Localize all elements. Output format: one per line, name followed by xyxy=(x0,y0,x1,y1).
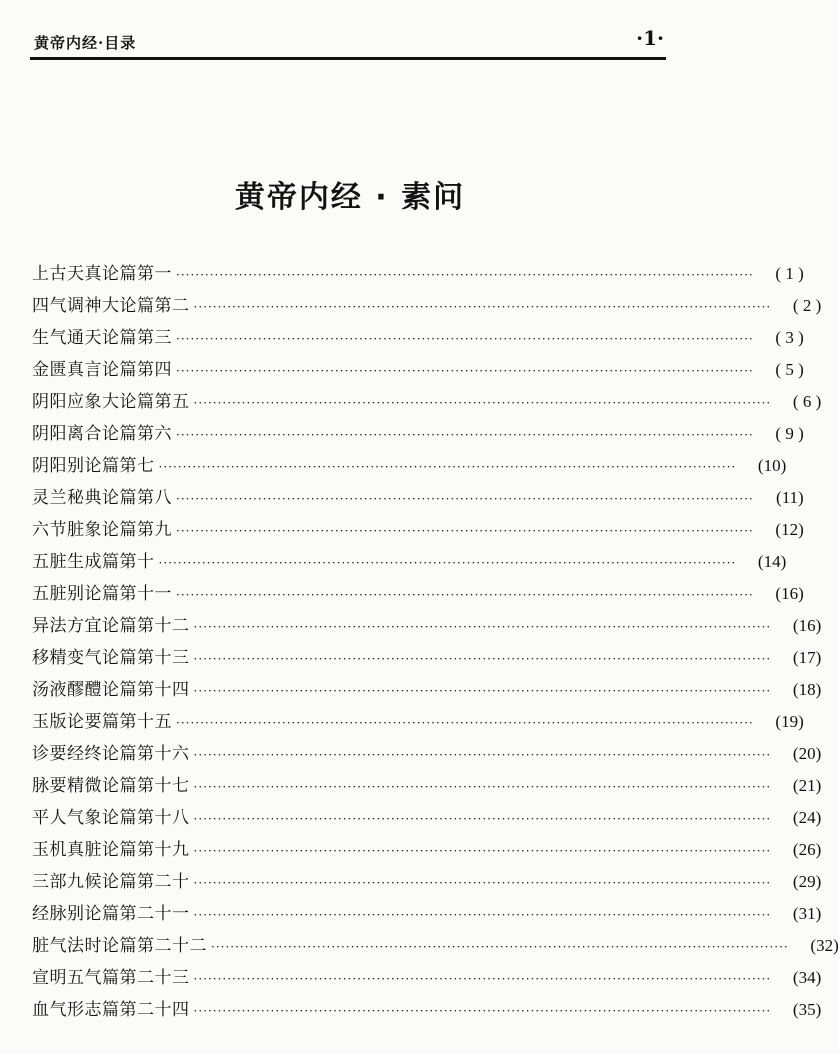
toc-entry xyxy=(32,802,822,834)
toc-entry xyxy=(32,482,804,514)
toc-entry-page: (32) xyxy=(810,936,839,955)
dot-leader: ························································································································ xyxy=(176,716,754,730)
toc-entry-page: (11) xyxy=(776,488,804,507)
toc-entry-title: 脏气法时论篇第二十二 xyxy=(32,936,207,956)
toc-entry-title: 宣明五气篇第二十三 xyxy=(32,968,190,988)
dot-leader: ························································································································ xyxy=(193,812,772,826)
dot-leader: ························································································································ xyxy=(176,268,754,282)
toc-entry-title: 诊要经终论篇第十六 xyxy=(32,744,190,764)
toc-entry xyxy=(32,674,822,706)
toc-entry-title: 三部九候论篇第二十 xyxy=(32,872,190,892)
dot-leader: ························································································································ xyxy=(193,748,772,762)
toc-entry-title: 经脉别论篇第二十一 xyxy=(32,904,190,924)
toc-entry-title: 脉要精微论篇第十七 xyxy=(32,776,190,796)
toc-entry-title: 五脏生成篇第十 xyxy=(32,552,155,572)
dot-leader: ························································································································ xyxy=(158,556,737,570)
toc-entry-title: 灵兰秘典论篇第八 xyxy=(32,488,172,508)
dot-leader: ························································································································ xyxy=(176,332,754,346)
toc-entry-title: 阴阳离合论篇第六 xyxy=(32,424,172,444)
toc-entry xyxy=(32,258,804,290)
dot-leader: ························································································································ xyxy=(176,428,754,442)
table-of-contents xyxy=(32,258,839,1026)
toc-entry-page: ( 5 ) xyxy=(775,360,804,379)
toc-entry-page: (19) xyxy=(775,712,804,731)
toc-entry-page: (21) xyxy=(792,776,822,795)
toc-entry xyxy=(32,578,804,610)
toc-entry-title: 阴阳别论篇第七 xyxy=(32,456,155,476)
toc-entry-title: 移精变气论篇第十三 xyxy=(32,648,190,668)
toc-entry-title: 异法方宜论篇第十二 xyxy=(32,616,190,636)
running-header xyxy=(34,26,664,56)
toc-entry-page: ( 1 ) xyxy=(775,264,804,283)
toc-entry xyxy=(32,738,822,770)
dot-leader: ························································································································ xyxy=(211,940,789,954)
toc-entry xyxy=(32,610,822,642)
dot-leader: ························································································································ xyxy=(176,364,754,378)
toc-entry-title: 玉机真脏论篇第十九 xyxy=(32,840,190,860)
toc-entry-page: (18) xyxy=(792,680,822,699)
toc-entry xyxy=(32,546,787,578)
toc-entry-page: (31) xyxy=(792,904,822,923)
toc-entry-title: 玉版论要篇第十五 xyxy=(32,712,172,732)
dot-leader: ························································································································ xyxy=(193,620,772,634)
dot-leader: ························································································································ xyxy=(193,684,772,698)
toc-entry xyxy=(32,866,822,898)
toc-entry xyxy=(32,962,822,994)
toc-entry-page: ( 6 ) xyxy=(792,392,822,411)
dot-leader: ························································································································ xyxy=(193,396,772,410)
toc-entry-page: (35) xyxy=(792,1000,822,1019)
toc-entry-title: 汤液醪醴论篇第十四 xyxy=(32,680,190,700)
dot-leader: ························································································································ xyxy=(193,300,772,314)
toc-entry-title: 金匮真言论篇第四 xyxy=(32,360,172,380)
toc-entry xyxy=(32,898,822,930)
toc-entry-page: ( 2 ) xyxy=(792,296,822,315)
toc-entry xyxy=(32,322,804,354)
toc-entry-page: (12) xyxy=(775,520,804,539)
toc-entry-page: (26) xyxy=(792,840,822,859)
toc-entry-page: (16) xyxy=(775,584,804,603)
toc-entry-page: (24) xyxy=(792,808,822,827)
toc-entry xyxy=(32,834,822,866)
toc-entry xyxy=(32,770,822,802)
dot-leader: ························································································································ xyxy=(158,460,737,474)
toc-entry-title: 六节脏象论篇第九 xyxy=(32,520,172,540)
toc-entry xyxy=(32,706,804,738)
toc-entry-page: ( 3 ) xyxy=(775,328,804,347)
toc-entry xyxy=(32,514,804,546)
toc-entry-title: 上古天真论篇第一 xyxy=(32,264,172,284)
running-title: 黄帝内经·目录 xyxy=(34,34,137,52)
toc-entry-title: 生气通天论篇第三 xyxy=(32,328,172,348)
dot-leader: ························································································································ xyxy=(193,972,772,986)
toc-entry xyxy=(32,450,787,482)
toc-entry-page: ( 9 ) xyxy=(775,424,804,443)
toc-entry xyxy=(32,642,822,674)
dot-leader: ························································································································ xyxy=(176,492,754,506)
toc-entry-page: (10) xyxy=(757,456,787,475)
toc-entry-page: (14) xyxy=(757,552,787,571)
toc-entry-page: (20) xyxy=(792,744,822,763)
page-number: ·1· xyxy=(636,26,664,50)
toc-entry xyxy=(32,994,822,1026)
toc-entry-page: (16) xyxy=(792,616,822,635)
toc-entry xyxy=(32,386,822,418)
toc-entry xyxy=(32,290,822,322)
dot-leader: ························································································································ xyxy=(193,780,772,794)
toc-entry-title: 阴阳应象大论篇第五 xyxy=(32,392,190,412)
toc-entry-title: 四气调神大论篇第二 xyxy=(32,296,190,316)
dot-leader: ························································································································ xyxy=(193,652,772,666)
toc-entry xyxy=(32,930,839,962)
dot-leader: ························································································································ xyxy=(193,844,772,858)
dot-leader: ························································································································ xyxy=(193,1004,772,1018)
toc-entry-title: 平人气象论篇第十八 xyxy=(32,808,190,828)
toc-entry-page: (34) xyxy=(792,968,822,987)
toc-entry-title: 五脏别论篇第十一 xyxy=(32,584,172,604)
dot-leader: ························································································································ xyxy=(176,524,754,538)
page-title: 黄帝内经 · 素问 xyxy=(234,180,466,215)
dot-leader: ························································································································ xyxy=(176,588,754,602)
toc-entry-page: (17) xyxy=(792,648,822,667)
header-rule xyxy=(30,57,666,60)
toc-entry-title: 血气形志篇第二十四 xyxy=(32,1000,190,1020)
dot-leader: ························································································································ xyxy=(193,908,772,922)
toc-entry xyxy=(32,354,804,386)
dot-leader: ························································································································ xyxy=(193,876,772,890)
toc-entry xyxy=(32,418,804,450)
toc-entry-page: (29) xyxy=(792,872,822,891)
